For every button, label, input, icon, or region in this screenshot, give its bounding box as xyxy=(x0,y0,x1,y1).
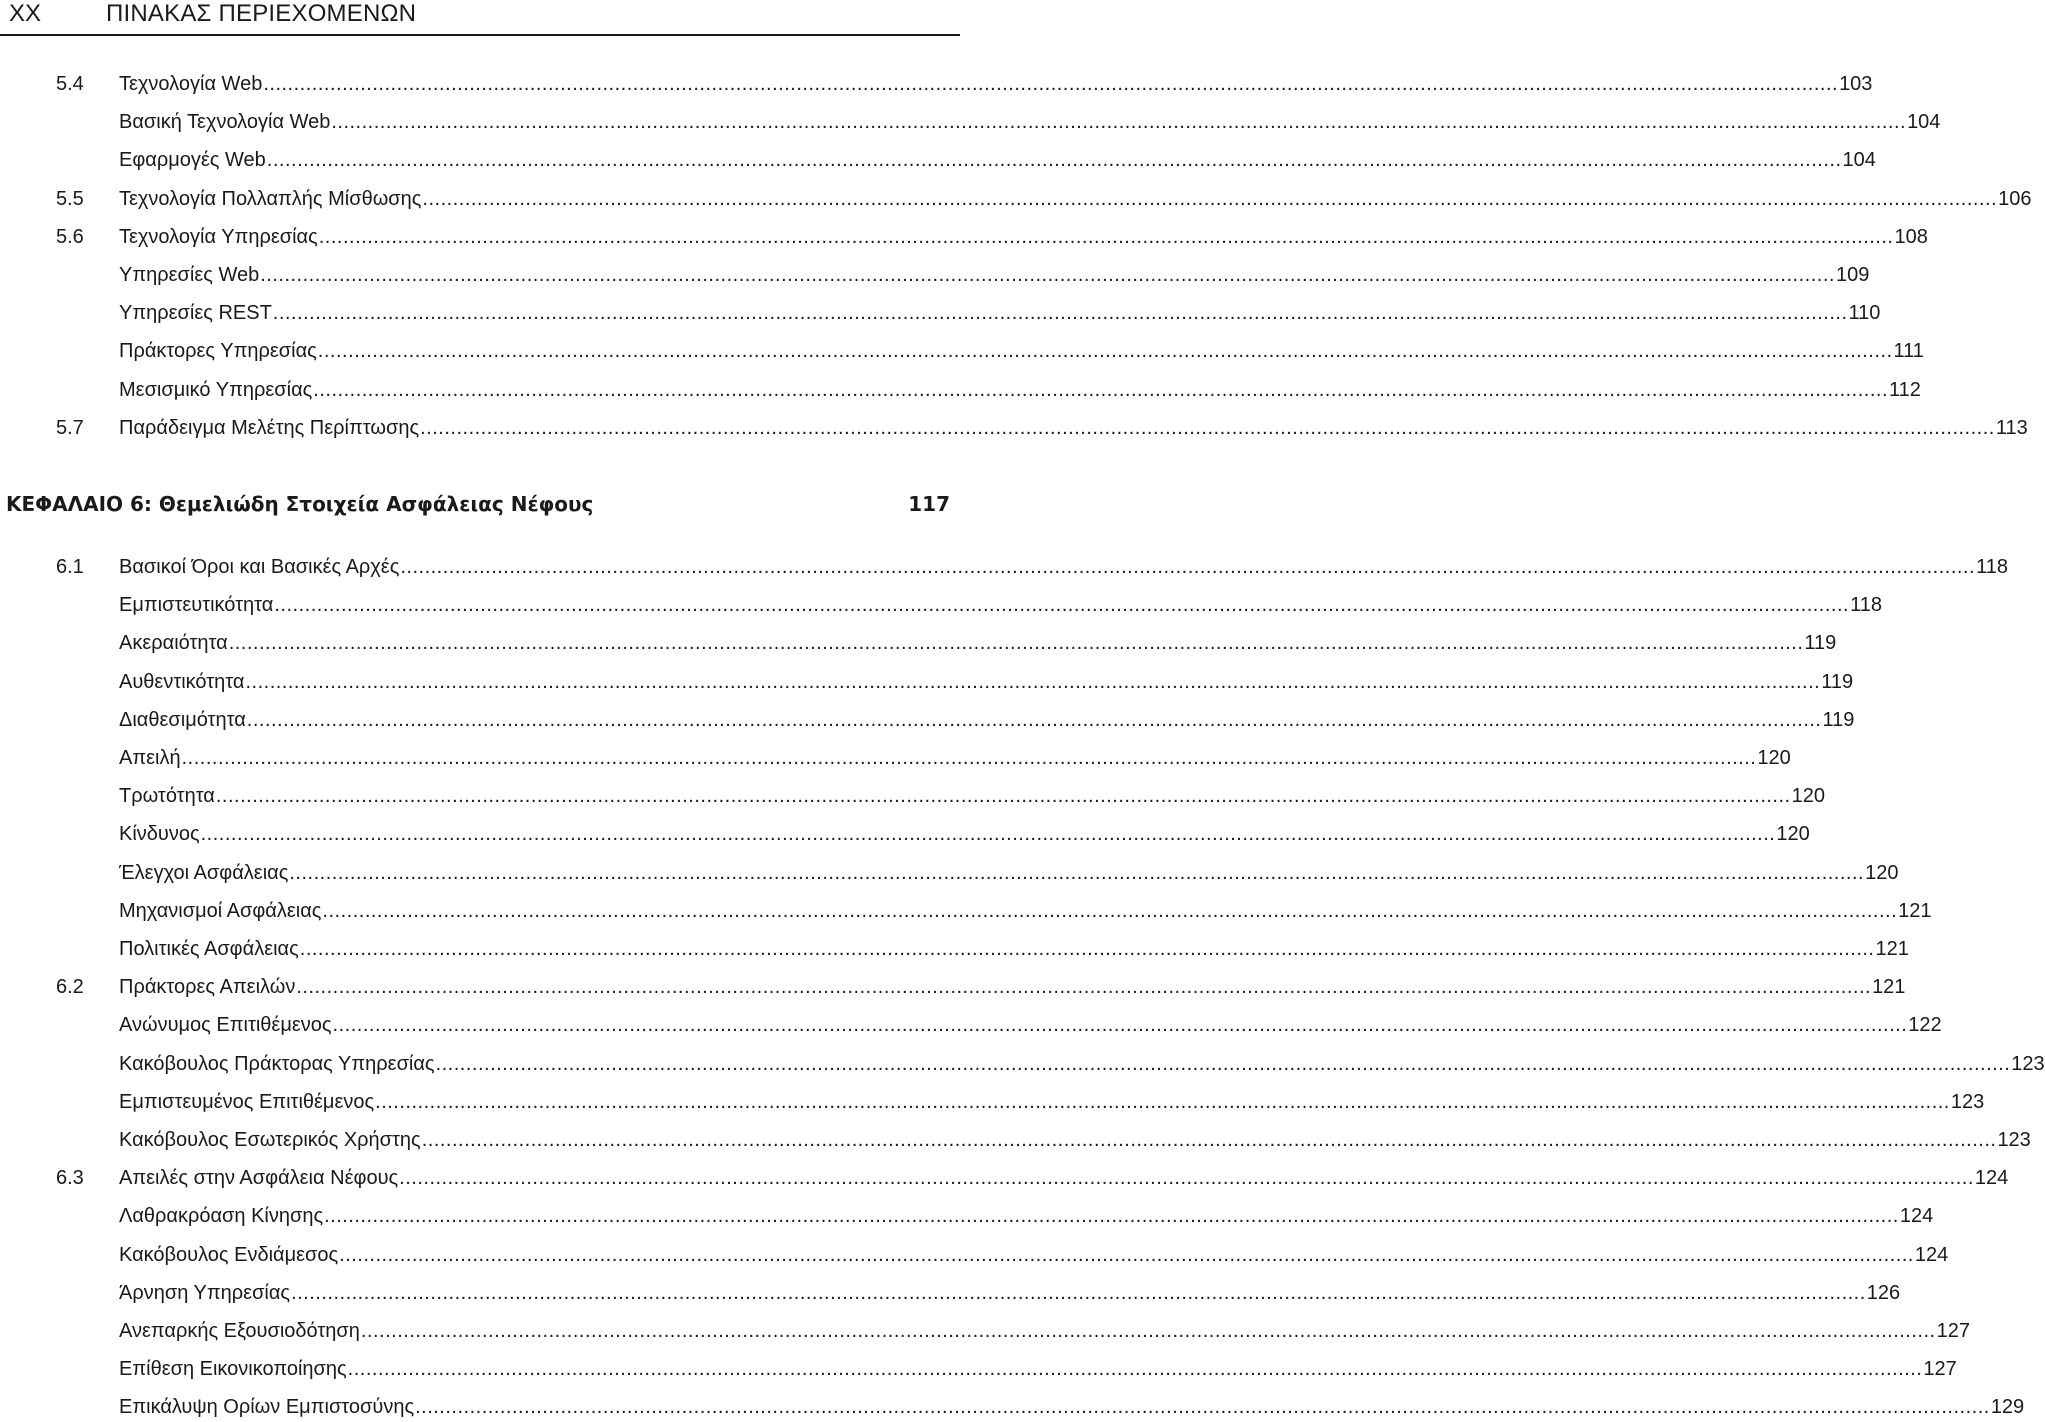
dot-leader: .................................................................................................................................................................................................................................................................... xyxy=(360,1320,1936,1342)
entry-title: Τρωτότητα xyxy=(119,785,215,808)
toc-entry xyxy=(119,69,1873,99)
toc-entry xyxy=(119,896,1932,926)
entry-title: Τεχνολογία Υπηρεσίας xyxy=(119,225,318,248)
toc-entry xyxy=(119,781,1825,811)
entry-page-number: 126 xyxy=(1866,1281,1901,1304)
entry-page-number: 104 xyxy=(1907,111,1941,134)
entry-title: Ανώνυμος Επιτιθέμενος xyxy=(119,1014,332,1037)
entry-page-number: 120 xyxy=(1776,823,1810,846)
toc-line xyxy=(0,552,2008,582)
entry-page-number: 124 xyxy=(1974,1167,2009,1190)
entry-page-number: 119 xyxy=(1822,708,1855,731)
toc-entry xyxy=(119,667,1854,697)
dot-leader: .................................................................................................................................................................................................................................................................... xyxy=(332,1014,1908,1037)
dot-leader: .................................................................................................................................................................................................................................................................... xyxy=(421,1129,1997,1151)
toc-entry xyxy=(119,1240,1949,1270)
toc-entry xyxy=(119,1201,1934,1231)
entry-title: Επίθεση Εικονικοποίησης xyxy=(119,1358,347,1381)
toc-entry xyxy=(119,552,2008,582)
toc-entry xyxy=(119,1163,2009,1193)
entry-page-number: 120 xyxy=(1865,861,1899,884)
dot-leader: .................................................................................................................................................................................................................................................................... xyxy=(347,1358,1923,1381)
toc-line xyxy=(0,1049,2045,1079)
entry-page-number: 120 xyxy=(1757,747,1791,769)
entry-title: Εμπιστευμένος Επιτιθέμενος xyxy=(119,1090,375,1113)
dot-leader: .................................................................................................................................................................................................................................................................... xyxy=(296,976,1872,999)
entry-title: Κακόβουλος Ενδιάμεσος xyxy=(119,1243,339,1266)
toc-entry xyxy=(119,375,1921,405)
toc-entry xyxy=(119,336,1924,366)
toc-line xyxy=(0,260,1870,290)
entry-page-number: 121 xyxy=(1872,976,1906,999)
entry-title: Κίνδυνος xyxy=(119,823,200,846)
toc-entry xyxy=(119,1354,1957,1384)
dot-leader: .................................................................................................................................................................................................................................................................... xyxy=(313,378,1889,401)
entry-title: Απειλές στην Ασφάλεια Νέφους xyxy=(119,1167,399,1190)
toc-line xyxy=(0,413,2028,443)
entry-title: Πράκτορες Υπηρεσίας xyxy=(119,340,317,363)
dot-leader: .................................................................................................................................................................................................................................................................... xyxy=(420,416,1995,439)
entry-title: Τεχνολογία Web xyxy=(119,73,263,95)
toc-entry xyxy=(119,590,1882,620)
dot-leader: .................................................................................................................................................................................................................................................................... xyxy=(318,225,1894,248)
toc-line xyxy=(0,184,2032,214)
entry-page-number: 129 xyxy=(1990,1396,2025,1419)
dot-leader: .................................................................................................................................................................................................................................................................... xyxy=(289,861,1865,884)
toc-entry xyxy=(119,184,2032,214)
toc-line xyxy=(0,781,1825,811)
entry-title: Έλεγχοι Ασφάλειας xyxy=(119,861,289,884)
dot-leader: .................................................................................................................................................................................................................................................................... xyxy=(260,264,1835,286)
toc-line xyxy=(0,1010,1942,1040)
entry-page-number: 121 xyxy=(1898,899,1932,922)
chapter-heading xyxy=(6,487,950,521)
dot-leader: .................................................................................................................................................................................................................................................................... xyxy=(266,149,1842,172)
toc-line xyxy=(0,896,1932,926)
entry-title: Κακόβουλος Πράκτορας Υπηρεσίας xyxy=(119,1052,435,1075)
entry-title: Παράδειγμα Μελέτης Περίπτωσης xyxy=(119,416,420,439)
toc-line xyxy=(0,375,1921,405)
entry-title: Λαθρακρόαση Κίνησης xyxy=(119,1205,324,1228)
toc-line xyxy=(0,222,1928,252)
dot-leader: .................................................................................................................................................................................................................................................................... xyxy=(375,1090,1950,1113)
section-number: 5.5 xyxy=(56,187,84,210)
entry-title: Βασικοί Όροι και Βασικές Αρχές xyxy=(119,556,400,578)
toc-line xyxy=(0,628,1837,658)
dot-leader: .................................................................................................................................................................................................................................................................... xyxy=(399,1167,1974,1190)
entry-page-number: 118 xyxy=(1976,556,2008,578)
entry-page-number: 108 xyxy=(1894,225,1928,248)
toc-line xyxy=(0,107,1941,137)
entry-title: Πράκτορες Απειλών xyxy=(119,976,296,999)
toc-entry xyxy=(119,107,1941,137)
entry-page-number: 110 xyxy=(1848,302,1881,325)
dot-leader: .................................................................................................................................................................................................................................................................... xyxy=(317,340,1893,363)
toc-line xyxy=(0,1125,2031,1155)
toc-line xyxy=(0,1163,2009,1193)
dot-leader: .................................................................................................................................................................................................................................................................... xyxy=(245,670,1821,693)
toc-entry xyxy=(119,1087,1985,1117)
toc-line xyxy=(0,145,1876,175)
toc-entry xyxy=(119,1049,2045,1079)
toc-entry xyxy=(119,1010,1942,1040)
entry-page-number: 111 xyxy=(1893,340,1924,363)
dot-leader: .................................................................................................................................................................................................................................................................... xyxy=(228,632,1804,655)
entry-page-number: 103 xyxy=(1839,73,1873,95)
entry-title: Υπηρεσίες REST xyxy=(119,302,272,325)
toc-entry xyxy=(119,413,2028,443)
toc-line xyxy=(0,1392,2025,1422)
entry-title: Μηχανισμοί Ασφάλειας xyxy=(119,899,322,922)
entry-page-number: 123 xyxy=(2011,1052,2045,1075)
toc-entry xyxy=(119,628,1837,658)
toc-entry xyxy=(119,743,1791,773)
dot-leader: .................................................................................................................................................................................................................................................................... xyxy=(246,708,1822,731)
dot-leader: .................................................................................................................................................................................................................................................................... xyxy=(339,1243,1914,1266)
entry-page-number: 124 xyxy=(1899,1205,1934,1228)
entry-title: Κακόβουλος Εσωτερικός Χρήστης xyxy=(119,1129,421,1151)
toc-line xyxy=(0,667,1854,697)
entry-title: Απειλή xyxy=(119,747,181,769)
section-number: 6.2 xyxy=(56,976,84,999)
toc-entry xyxy=(119,222,1928,252)
section-number: 5.6 xyxy=(56,225,84,248)
entry-page-number: 120 xyxy=(1791,785,1825,808)
dot-leader: .................................................................................................................................................................................................................................................................... xyxy=(415,1396,1990,1419)
entry-page-number: 119 xyxy=(1804,632,1837,655)
toc-line xyxy=(0,743,1791,773)
entry-page-number: 121 xyxy=(1875,938,1909,960)
header-rule xyxy=(0,34,960,36)
chapter-page-number: 117 xyxy=(908,492,950,516)
entry-title: Ανεπαρκής Εξουσιοδότηση xyxy=(119,1320,360,1342)
entry-title: Υπηρεσίες Web xyxy=(119,264,260,286)
chapter-title: ΚΕΦΑΛΑΙΟ 6: Θεμελιώδη Στοιχεία Ασφάλειας Νέφους xyxy=(6,492,594,516)
entry-page-number: 109 xyxy=(1835,264,1870,286)
entry-page-number: 123 xyxy=(1950,1090,1985,1113)
toc-entry xyxy=(119,934,1909,964)
entry-title: Εφαρμογές Web xyxy=(119,149,266,172)
entry-page-number: 113 xyxy=(1995,416,2028,439)
toc-entry xyxy=(119,819,1810,849)
dot-leader: .................................................................................................................................................................................................................................................................... xyxy=(263,73,1839,95)
toc-entry xyxy=(119,1392,2025,1422)
dot-leader: .................................................................................................................................................................................................................................................................... xyxy=(322,899,1898,922)
toc-line xyxy=(0,1354,1957,1384)
entry-title: Πολιτικές Ασφάλειας xyxy=(119,938,299,960)
section-number: 6.1 xyxy=(56,556,84,578)
toc-line xyxy=(0,1240,1949,1270)
entry-title: Επικάλυψη Ορίων Εμπιστοσύνης xyxy=(119,1396,415,1419)
toc-line xyxy=(0,858,1899,888)
entry-title: Βασική Τεχνολογία Web xyxy=(119,111,331,134)
toc-line xyxy=(0,69,1873,99)
dot-leader: .................................................................................................................................................................................................................................................................... xyxy=(331,111,1907,134)
entry-title: Ακεραιότητα xyxy=(119,632,228,655)
dot-leader: .................................................................................................................................................................................................................................................................... xyxy=(215,785,1791,808)
toc-entry xyxy=(119,298,1881,328)
toc-line xyxy=(0,1087,1985,1117)
dot-leader: .................................................................................................................................................................................................................................................................... xyxy=(272,302,1848,325)
entry-page-number: 118 xyxy=(1850,594,1882,617)
toc-entry xyxy=(119,1278,1901,1308)
toc-line xyxy=(0,972,1906,1002)
toc-line xyxy=(0,1278,1901,1308)
section-number: 5.7 xyxy=(56,416,84,439)
dot-leader: .................................................................................................................................................................................................................................................................... xyxy=(422,187,1998,210)
entry-page-number: 127 xyxy=(1936,1320,1970,1342)
toc-entry xyxy=(119,145,1876,175)
entry-title: Μεσισμικό Υπηρεσίας xyxy=(119,378,313,401)
dot-leader: .................................................................................................................................................................................................................................................................... xyxy=(200,823,1776,846)
toc-line xyxy=(0,298,1881,328)
entry-page-number: 106 xyxy=(1998,187,2032,210)
entry-title: Άρνηση Υπηρεσίας xyxy=(119,1281,291,1304)
dot-leader: .................................................................................................................................................................................................................................................................... xyxy=(400,556,1976,578)
dot-leader: .................................................................................................................................................................................................................................................................... xyxy=(435,1052,2011,1075)
toc-line xyxy=(0,705,1855,735)
dot-leader: .................................................................................................................................................................................................................................................................... xyxy=(181,747,1757,769)
dot-leader: .................................................................................................................................................................................................................................................................... xyxy=(324,1205,1899,1228)
page-header xyxy=(0,0,960,36)
dot-leader: .................................................................................................................................................................................................................................................................... xyxy=(299,938,1875,960)
toc-entry xyxy=(119,858,1899,888)
toc-line xyxy=(0,1201,1934,1231)
toc-line xyxy=(0,336,1924,366)
entry-page-number: 104 xyxy=(1842,149,1876,172)
entry-title: Τεχνολογία Πολλαπλής Μίσθωσης xyxy=(119,187,422,210)
section-number: 6.3 xyxy=(56,1167,84,1190)
toc-line xyxy=(0,1316,1970,1346)
toc-line xyxy=(0,590,1882,620)
toc-line xyxy=(0,934,1909,964)
running-title: ΠΙΝΑΚΑΣ ΠΕΡΙΕΧΟΜΕΝΩΝ xyxy=(106,0,417,27)
toc-entry xyxy=(119,705,1855,735)
entry-page-number: 122 xyxy=(1908,1014,1942,1037)
section-number: 5.4 xyxy=(56,73,84,95)
dot-leader: .................................................................................................................................................................................................................................................................... xyxy=(291,1281,1866,1304)
entry-title: Διαθεσιμότητα xyxy=(119,708,246,731)
toc-entry xyxy=(119,1316,1970,1346)
entry-page-number: 112 xyxy=(1889,378,1921,401)
toc-line xyxy=(0,819,1810,849)
toc-entry xyxy=(119,1125,2031,1155)
entry-page-number: 123 xyxy=(1997,1129,2031,1151)
dot-leader: .................................................................................................................................................................................................................................................................... xyxy=(274,594,1850,617)
entry-page-number: 119 xyxy=(1821,670,1854,693)
toc-entry xyxy=(119,972,1906,1002)
entry-title: Εμπιστευτικότητα xyxy=(119,594,274,617)
page-number-label: XX xyxy=(9,0,42,27)
entry-page-number: 124 xyxy=(1914,1243,1949,1266)
entry-title: Αυθεντικότητα xyxy=(119,670,245,693)
entry-page-number: 127 xyxy=(1923,1358,1957,1381)
toc-entry xyxy=(119,260,1870,290)
